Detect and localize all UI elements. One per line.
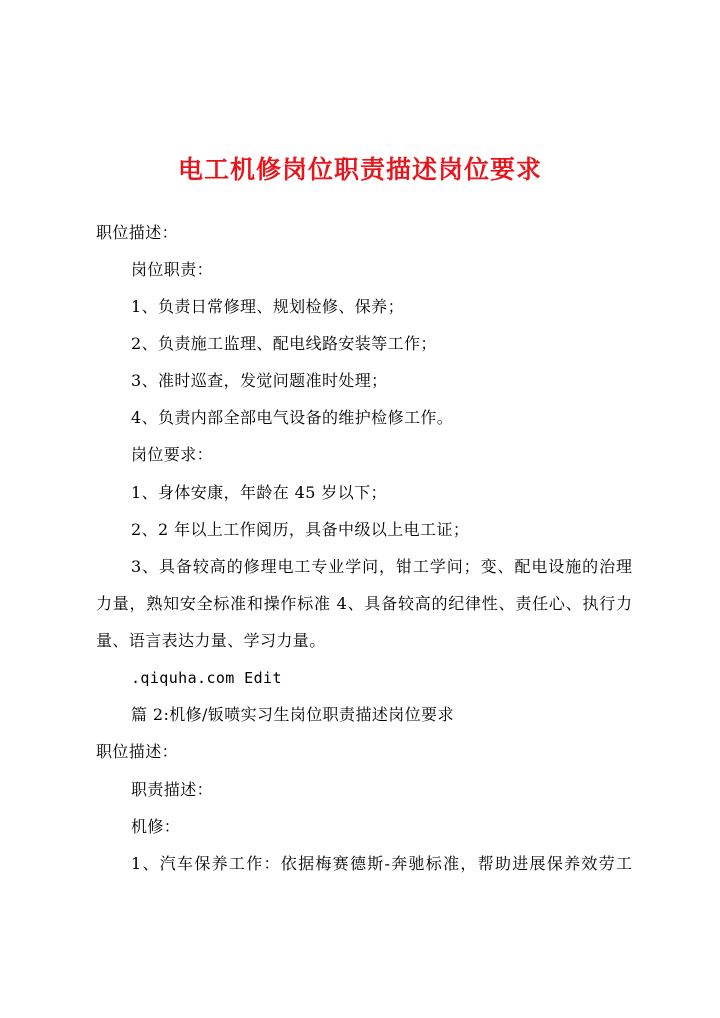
section-heading-job-description: 职位描述： xyxy=(96,223,179,242)
requirement-item-1: 1、身体安康，年龄在 45 岁以下； xyxy=(131,483,387,502)
source-watermark-text: .qiquha.com Edit xyxy=(131,669,282,687)
part-2-heading: 篇 2:机修/钣喷实习生岗位职责描述岗位要求 xyxy=(131,705,454,724)
responsibility-item-1: 1、负责日常修理、规划检修、保养； xyxy=(131,297,404,316)
subheading-requirements: 岗位要求： xyxy=(131,445,214,464)
document-title: 电工机修岗位职责描述岗位要求 xyxy=(177,155,542,184)
part-2-duties-heading: 职责描述： xyxy=(131,780,214,799)
requirement-item-3-line-3: 量、语言表达力量、学习力量。 xyxy=(96,631,326,650)
part-2-mechanic-heading: 机修： xyxy=(131,817,181,836)
responsibility-item-4: 4、负责内部全部电气设备的维护检修工作。 xyxy=(131,408,454,427)
requirement-item-3-line-2: 力量，熟知安全标准和操作标准 4、具备较高的纪律性、责任心、执行力 xyxy=(96,594,632,613)
responsibility-item-3: 3、准时巡查，发觉问题准时处理； xyxy=(131,371,388,390)
part-2-section-heading: 职位描述： xyxy=(96,742,179,761)
requirement-item-3-line-1: 3、具备较高的修理电工专业学问，钳工学问；变、配电设施的治理 xyxy=(131,557,632,576)
subheading-responsibilities: 岗位职责： xyxy=(131,260,214,279)
part-2-duty-item-1: 1、汽车保养工作：依据梅赛德斯-奔驰标准，帮助进展保养效劳工 xyxy=(131,854,632,873)
responsibility-item-2: 2、负责施工监理、配电线路安装等工作； xyxy=(131,334,437,353)
requirement-item-2: 2、2 年以上工作阅历，具备中级以上电工证； xyxy=(131,520,470,539)
